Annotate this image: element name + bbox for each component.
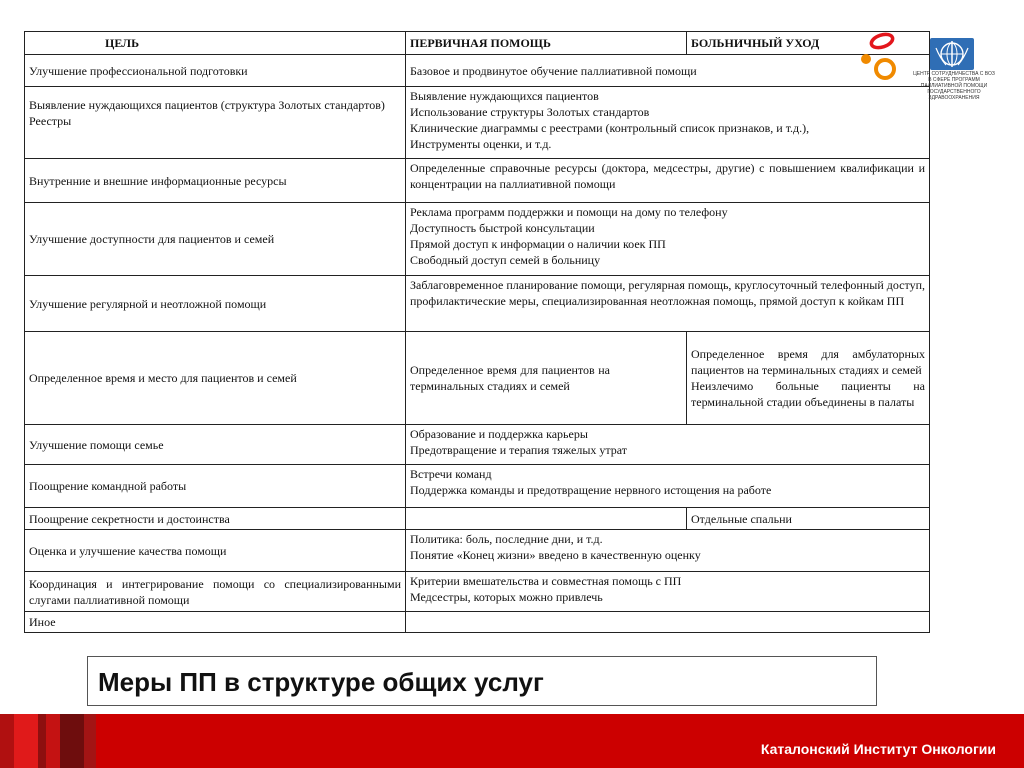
hospital-cell (687, 332, 930, 425)
goal-cell (25, 87, 406, 159)
goal-cell: Улучшение доступности для пациентов и семей (25, 203, 406, 276)
measures-table (24, 31, 930, 633)
primary-line: Поддержка команды и предотвращение нервного истощения на работе (410, 483, 772, 497)
table-row (25, 465, 930, 508)
table-row (25, 87, 930, 159)
primary-line: Прямой доступ к информации о наличии коек ПП (410, 237, 666, 251)
table-row (25, 159, 930, 203)
header-goal: ЦЕЛЬ (25, 32, 406, 55)
primary-cell (406, 572, 930, 612)
who-caption: ЦЕНТР СОТРУДНИЧЕСТВА С ВОЗ В СФЕРЕ ПРОГРАММ ПАЛЛИАТИВНОЙ ПОМОЩИ ГОСУДАРСТВЕННОГО ЗДРАВООХРАНЕНИЯ (913, 71, 995, 101)
footer-stripe (46, 714, 60, 768)
primary-cell (406, 425, 930, 465)
primary-line: Инструменты оценки, и т.д. (410, 137, 552, 151)
goal-cell: Поощрение командной работы (25, 465, 406, 508)
primary-line: Заблаговременное планирование помощи, регулярная помощь, круглосуточный телефонный доступ, профилактические меры, специализированная неотложная помощь, прямой доступ к койкам ПП (410, 278, 926, 308)
hospital-line: Неизлечимо больные пациенты на терминальной стадии объединены в палаты (691, 379, 926, 409)
primary-line: Определенные справочные ресурсы (доктора, медсестры, другие) с повышением квалификации и концентрации на паллиативной помощи (410, 161, 926, 191)
primary-line: Медсестры, которых можно привлечь (410, 590, 603, 604)
globe-icon (930, 38, 974, 70)
primary-line: Базовое и продвинутое обучение паллиативной помощи (410, 63, 697, 78)
primary-cell (406, 530, 930, 572)
goal-cell: Оценка и улучшение качества помощи (25, 530, 406, 572)
table-row (25, 508, 930, 530)
hospital-line: Определенное время для амбулаторных пациентов на терминальных стадиях и семей (691, 347, 926, 377)
primary-cell (406, 55, 930, 87)
table-row (25, 332, 930, 425)
footer-institution: Каталонский Институт Онкологии (760, 741, 996, 757)
table-header-row (25, 32, 930, 55)
footer-stripe (84, 714, 96, 768)
primary-cell (406, 159, 930, 203)
goal-cell: Внутренние и внешние информационные ресурсы (25, 159, 406, 203)
goal-cell: Определенное время и место для пациентов и семей (25, 332, 406, 425)
table-row (25, 203, 930, 276)
table-row (25, 276, 930, 332)
goal-cell: Улучшение регулярной и неотложной помощи (25, 276, 406, 332)
primary-cell (406, 508, 687, 530)
slide-title-box (87, 656, 877, 706)
primary-line: Критерии вмешательства и совместная помощь с ПП (410, 574, 682, 588)
primary-cell (406, 87, 930, 159)
goal-cell: Координация и интегрирование помощи со специализированными слугами паллиативной помощи (25, 572, 406, 612)
goal-cell: Улучшение помощи семье (25, 425, 406, 465)
primary-line: Выявление нуждающихся пациентов (410, 89, 599, 103)
goal-line: Реестры (29, 114, 72, 128)
table-row (25, 530, 930, 572)
footer-stripe (0, 714, 14, 768)
primary-line: Предотвращение и терапия тяжелых утрат (410, 443, 628, 457)
primary-line: Использование структуры Золотых стандартов (410, 105, 650, 119)
footer-stripe (38, 714, 46, 768)
primary-cell (406, 276, 930, 332)
goal-line: Выявление нуждающихся пациентов (структура Золотых стандартов) (29, 98, 385, 112)
table-row (25, 425, 930, 465)
primary-line: Доступность быстрой консультации (410, 221, 595, 235)
primary-cell (406, 465, 930, 508)
primary-line: Образование и поддержка карьеры (410, 427, 588, 441)
header-hospital: БОЛЬНИЧНЫЙ УХОД (687, 32, 930, 55)
primary-cell (406, 203, 930, 276)
table-row (25, 572, 930, 612)
primary-line: Определенное время для пациентов на терминальных стадиях и семей (410, 362, 610, 393)
primary-line: Реклама программ поддержки и помощи на дому по телефону (410, 205, 728, 219)
logo-red-ring (870, 32, 895, 50)
primary-line: Клинические диаграммы с реестрами (контрольный список признаков, и т.д.), (410, 121, 810, 135)
hospital-cell: Отдельные спальни (687, 508, 930, 530)
primary-line: Свободный доступ семей в больницу (410, 253, 601, 267)
primary-cell (406, 612, 930, 633)
who-emblem-icon (930, 38, 974, 70)
footer-bar (0, 714, 1024, 768)
slide-title: Меры ПП в структуре общих услуг (98, 667, 544, 697)
footer-stripe (60, 714, 84, 768)
logo-orange-dot (861, 54, 871, 64)
primary-line: Политика: боль, последние дни, и т.д. (410, 532, 603, 546)
goal-cell: Поощрение секретности и достоинства (25, 508, 406, 530)
table-row (25, 612, 930, 633)
primary-line: Встречи команд (410, 467, 492, 481)
footer-stripe (14, 714, 38, 768)
primary-cell (406, 332, 687, 425)
logo-orange-ring (876, 60, 894, 78)
goal-cell: Иное (25, 612, 406, 633)
table-row (25, 55, 930, 87)
institute-logo-icon (858, 30, 908, 85)
header-primary: ПЕРВИЧНАЯ ПОМОЩЬ (406, 32, 687, 55)
goal-cell: Улучшение профессиональной подготовки (25, 55, 406, 87)
primary-line: Понятие «Конец жизни» введено в качественную оценку (410, 548, 701, 562)
